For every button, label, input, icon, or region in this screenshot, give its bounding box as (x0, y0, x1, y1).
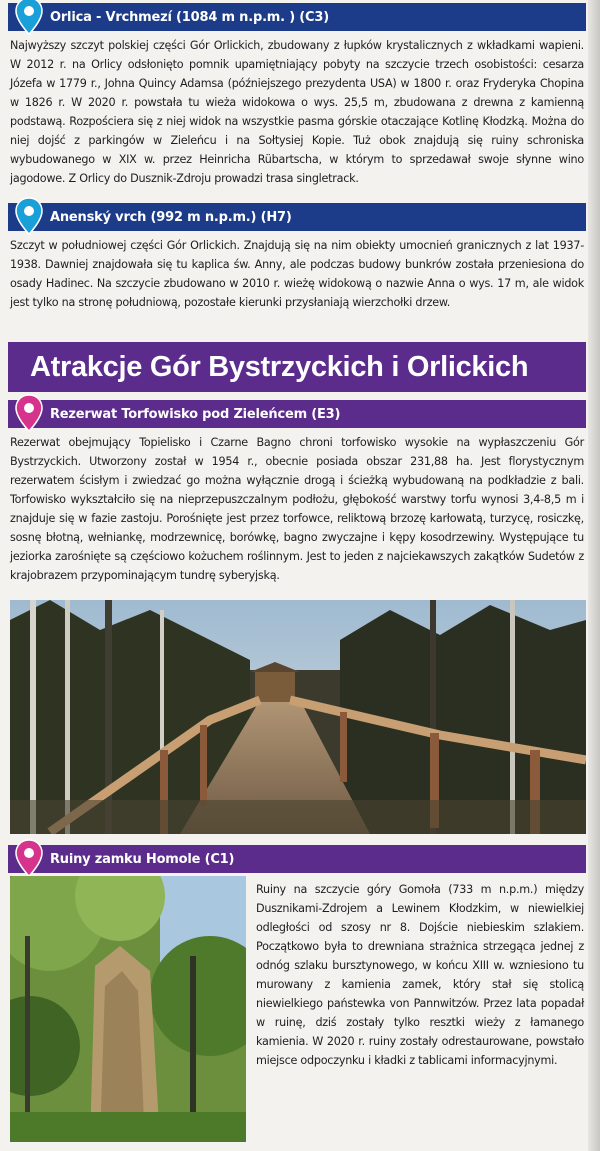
boardwalk-photo (10, 600, 586, 834)
map-pin-icon (14, 196, 44, 236)
section-body-torfowisko: Rezerwat obejmujący Topielisko i Czarne Bagno chroni torfowisko wysokie na wypłaszczeniu Gór Bystrzyckich. Utworzony został w 1954 r., obecnie posiada obszar 231,88 ha. Jest florystycznym rezerwatem ścisłym i zwiedzać go można wyłącznie drogą i ścieżką wybudowaną na podkładzie z bali. Torfowisko wykształciło się na nieprzepuszczalnym podłożu, głębokość warstwy torfu wynosi 3,4-8,5 m i znajduje się w fazie zastoju. Porośnięte jest przez torfowce, reliktową brzozę karłowatą, turzycę, rosiczkę, sosnę błotną, wełniankę, modrzewnicę, borówkę, bagno zwyczajne i kępy kosodrzewiny. Występujące tu jeziorka zarośnięte są częściowo kożuchem roślinnym. Jest to jeden z najciekawszych zakątków Sudetów z krajobrazem przypominającym tundrę syberyjską. (10, 436, 584, 582)
section-title: Orlica - Vrchmezí (1084 m n.p.m. ) (C3) (50, 9, 329, 25)
page-edge (588, 0, 600, 1151)
section-header-orlica (8, 3, 586, 31)
map-pin-icon (14, 838, 44, 878)
section-header-torfowisko (8, 400, 586, 428)
map-pin-icon (14, 393, 44, 433)
map-pin-icon (14, 0, 44, 36)
section-title: Ruiny zamku Homole (C1) (50, 851, 235, 867)
section-body-homole: Ruiny na szczycie góry Gomoła (733 m n.p.m.) między Dusznikami-Zdrojem a Lewinem Kłodzkim, w niewielkiej odległości od szosy nr 8. Dojście niebieskim szlakiem. Początkowo była to drewniana strażnica strzegąca jednej z odnóg szlaku bursztynowego, w końcu XIII w. wzniesiono tu murowany z kamienia zamek, który stał się stolicą niewielkiego państewka von Pannwitzów. Przez lata popadał w ruinę, dziś zostały tylko resztki wieży z łamanego kamienia. W 2020 r. ruiny zostały odrestaurowane, powstało miejsce odpoczynku i kładki z tablicami informacyjnymi. (256, 883, 584, 1067)
section-header-anensky (8, 203, 586, 231)
section-body-anensky: Szczyt w południowej części Gór Orlickich. Znajdują się na nim obiekty umocnień granicznych z lat 1937-1938. Dawniej znajdowała się tu kaplica św. Anny, ale podczas budowy bunkrów została przeniesiona do osady Hadinec. Na szczycie zbudowano w 2010 r. wieżę widokową o nazwie Anna o wys. 17 m, ale widok jest tylko na stronę południową, pozostałe kierunki przysłaniają wierzchołki drzew. (10, 239, 584, 309)
section-title: Anenský vrch (992 m n.p.m.) (H7) (50, 209, 292, 225)
section-title: Rezerwat Torfowisko pod Zieleńcem (E3) (50, 406, 341, 422)
chapter-banner: Atrakcje Gór Bystrzyckich i Orlickich (8, 342, 586, 392)
castle-ruins-photo (10, 876, 246, 1142)
section-header-homole (8, 845, 586, 873)
section-body-orlica: Najwyższy szczyt polskiej części Gór Orlickich, zbudowany z łupków krystalicznych z wkładkami wapieni. W 2012 r. na Orlicy odsłonięto pomnik upamiętniający pobyty na szczycie trzech osobistości: cesarza Józefa w 1779 r., Johna Quincy Adamsa (późniejszego prezydenta USA) w 1800 r. oraz Fryderyka Chopina w 1826 r. W 2020 r. powstała tu wieża widokowa o wys. 25,5 m, zbudowana z drewna z kamienną podstawą. Rozpościera się z niej widok na wszystkie pasma górskie otaczające Kotlinę Kłodzką. Można do niej dojść z parkingów w Zieleńcu i na Sołtysiej Kopie. Tuż obok znajdują się ruiny schroniska wybudowanego w XIX w. przez Heinricha Rübartscha, w którym to sprzedawał swoje słynne wino jagodowe. Z Orlicy do Dusznik-Zdroju prowadzi trasa singletrack. (10, 39, 584, 185)
